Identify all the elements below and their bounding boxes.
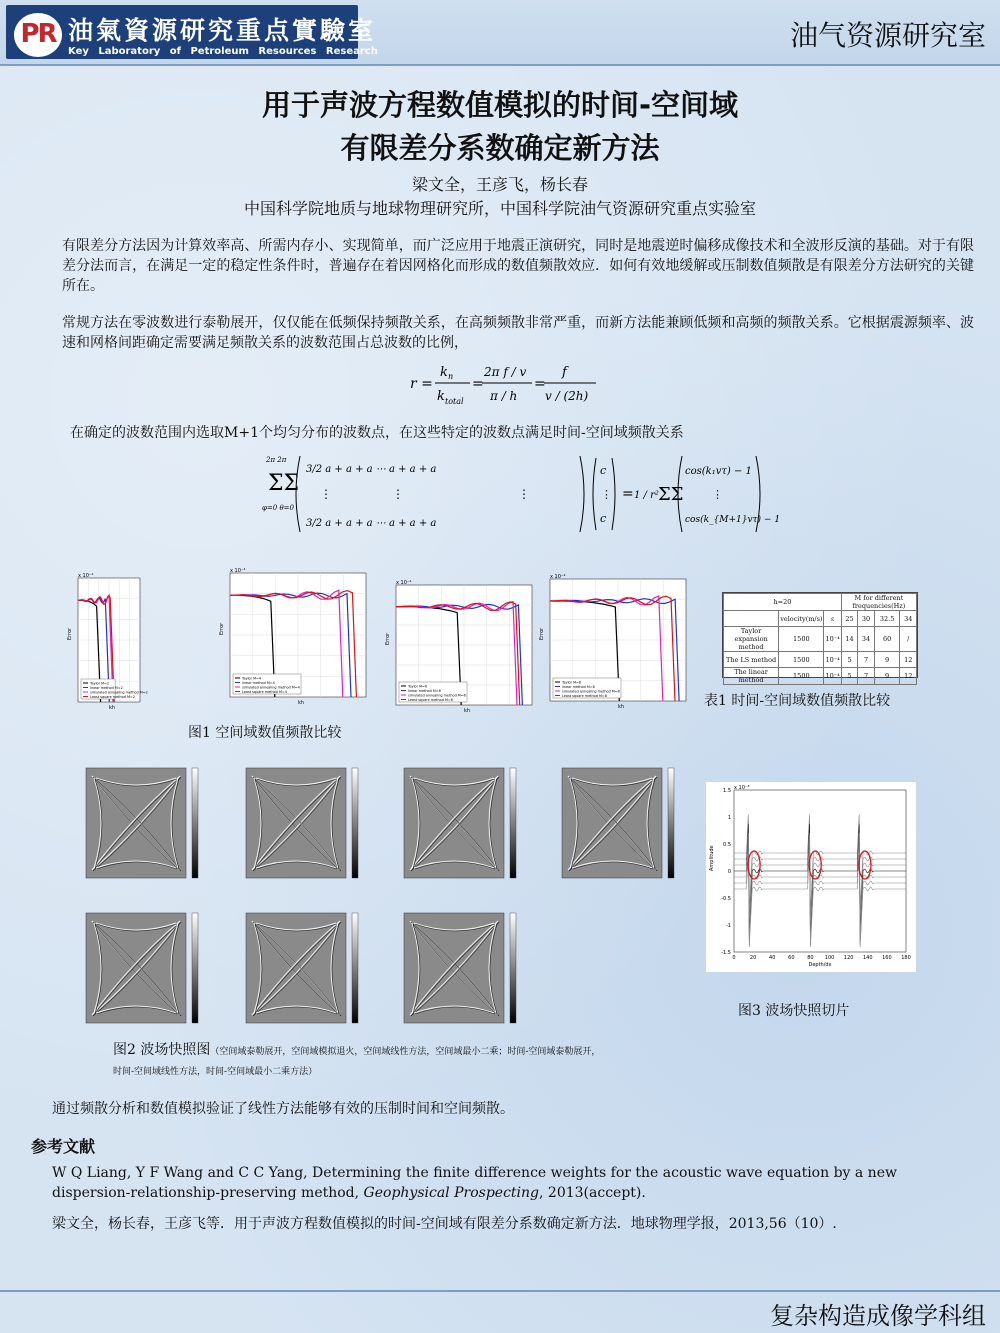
svg-text:⋮: ⋮ [518, 487, 530, 501]
eq2-rhs-coef: 1 / r² [634, 490, 659, 501]
legend-entry: Least square method M=8 [562, 694, 607, 698]
legend-entry: Least square method M=4 [242, 690, 287, 694]
table1 [722, 592, 918, 684]
snapshot-panel-3 [378, 762, 528, 892]
panel-xlabel: kh [109, 705, 116, 711]
figure1-dispersion-plots [66, 565, 686, 715]
svg-text:=: = [622, 486, 634, 502]
reference-1-text: W Q Liang, Y F Wang and C C Yang, Determining the finite difference weights for the acoustic wave equation by a new dispersion-relationship-preserving method, [52, 1165, 897, 1201]
legend-entry: Least square method M=2 [90, 695, 135, 699]
svg-text:=: = [534, 376, 546, 392]
panel-exponent-label: x 10⁻⁴ [230, 568, 246, 574]
legend-entry: Taylor M=4 [242, 676, 262, 681]
table-cell: 10⁻⁴ [824, 652, 841, 668]
eq2-rowM: 3/2 a + a + a ⋯ a + a + a [306, 518, 437, 529]
reference-1-journal: Geophysical Prospecting [363, 1185, 540, 1201]
table-cell: 7 [858, 652, 875, 668]
svg-text:ΣΣ: ΣΣ [268, 471, 300, 496]
slice-xtick: 180 [901, 955, 911, 961]
footer-divider [0, 1290, 1000, 1292]
panel-exponent-label: x 10⁻⁴ [396, 580, 412, 586]
table-cell: Taylor expansion method [724, 627, 779, 652]
eq2-row1: 3/2 a + a + a ⋯ a + a + a [306, 464, 437, 475]
figure1-panel-2 [218, 565, 378, 713]
slice-ytick: 0.5 [723, 842, 731, 848]
method-paragraph: 常规方法在零波数进行泰勒展开，仅仅能在低频保持频散关系，在高频频散非常严重，而新方法能兼顾低频和高频的频散关系。它根据震源频率、波速和网格间距确定需要满足频散关系的波数范围占总波数的比例， [62, 315, 974, 351]
eq1-num1: k [440, 365, 448, 380]
table-cell: 14 [841, 627, 858, 652]
table-cell: 1500 [779, 627, 824, 652]
figure1-caption: 图1 空间域数值频散比较 [188, 725, 342, 741]
slice-xtick: 140 [863, 955, 873, 961]
snapshot-panel-4 [536, 762, 686, 892]
wavenumber-paragraph: 在确定的波数范围内选取M+1个均匀分布的波数点，在这些特定的波数点满足时间-空间域频散关系 [70, 425, 684, 441]
legend-entry: Taylor M=8 [562, 680, 582, 685]
table-header-right: M for different frequencies(Hz) [841, 594, 916, 611]
eq1-den1: k [437, 389, 445, 404]
eq1-num2: 2π f / v [484, 365, 527, 379]
table-cell: 34 [858, 627, 875, 652]
svg-text:⋮: ⋮ [601, 488, 612, 501]
table-cell: 10⁻⁴ [824, 668, 841, 685]
group-name: 复杂构造成像学科组 [770, 1302, 986, 1330]
table-row [724, 668, 917, 685]
eq2-sum-top: 2π 2π [266, 456, 287, 464]
slice-ylabel: Amplitude [709, 845, 715, 871]
figure3-slice-plot [706, 782, 916, 972]
figure1-panel-4 [538, 571, 698, 717]
figure1-panel-1 [66, 570, 152, 718]
slice-ytick: -1 [726, 923, 731, 929]
table-cell: 1500 [779, 668, 824, 685]
header-divider [0, 64, 1000, 66]
table-subheader-cell: velocity(m/s) [779, 611, 824, 627]
panel-exponent-label: x 10⁻⁴ [550, 574, 566, 580]
snapshot-panel-2 [220, 762, 370, 892]
panel-ylabel: Error [385, 632, 391, 645]
panel-ylabel: Error [67, 627, 73, 640]
authors: 梁文全，王彦飞，杨长春 [411, 175, 588, 194]
svg-text:ΣΣ: ΣΣ [658, 484, 684, 505]
intro-paragraph: 有限差分方法因为计算效率高、所需内存小、实现简单，而广泛应用于地震正演研究，同时是地震逆时偏移成像技术和全波形反演的基础。对于有限差分法而言，在满足一定的稳定性条件时，普遍存在着因网格化而形成的数值频散效应．如何有效地缓解或压制数值频散是有限差分方法研究的关键所在。 [62, 238, 974, 294]
eq1-den1-sub: total [445, 397, 464, 406]
legend-entry: simulated annealing method M=4 [242, 685, 300, 690]
eq1-den2: π / h [490, 389, 518, 403]
table-cell: 10⁻⁴ [824, 627, 841, 652]
poster-title-line1: 用于声波方程数值模拟的时间-空间域 [261, 88, 739, 122]
table-cell: 9 [874, 652, 900, 668]
affiliation: 中国科学院地质与地球物理研究所，中国科学院油气资源研究重点实验室 [243, 199, 756, 218]
table-cell: 1500 [779, 652, 824, 668]
eq1-num1-sub: n [448, 372, 454, 381]
snapshot-panel-5 [60, 907, 210, 1037]
colorbar [352, 913, 358, 1023]
colorbar [510, 768, 516, 878]
legend-entry: Taylor M=6 [408, 684, 428, 689]
eq2-rhsM: cos(k_{M+1}vτ) − 1 [685, 515, 781, 525]
dispersion-table [723, 593, 917, 685]
panel-xlabel: kh [618, 704, 625, 710]
panel-exponent-label: x 10⁻⁴ [78, 573, 94, 579]
svg-text:⋮: ⋮ [712, 488, 723, 501]
eq1-den3: v / (2h) [545, 389, 589, 403]
slice-ytick: 1 [727, 815, 731, 821]
poster-title-line2: 有限差分系数确定新方法 [340, 131, 660, 165]
figure1-panel-3 [384, 577, 544, 721]
slice-xlabel: Depth/dx [808, 962, 832, 968]
table-row [724, 652, 917, 668]
slice-exponent-label: x 10⁻³ [734, 785, 750, 791]
lab-name: 油气资源研究室 [789, 19, 986, 52]
reference-1-year: , 2013(accept). [539, 1185, 646, 1201]
panel-ylabel: Error [219, 622, 225, 635]
legend-entry: linear method M=4 [242, 681, 275, 685]
table-cell: / [900, 627, 917, 652]
figure2-snapshots [60, 762, 680, 1032]
colorbar [192, 768, 198, 878]
table-subheader-cell: ε [824, 611, 841, 627]
figure2-caption [113, 1041, 603, 1081]
reference-2: 梁文全，杨长春，王彦飞等．用于声波方程数值模拟的时间-空间域有限差分系数确定新方法．地球物理学报，2013,56（10）. [52, 1216, 837, 1232]
colorbar [668, 768, 674, 878]
legend-entry: linear method M=8 [562, 685, 595, 689]
svg-text:=: = [472, 376, 484, 392]
legend-entry: linear method M=2 [90, 686, 123, 690]
slice-xtick: 80 [807, 955, 814, 961]
snapshot-panel-7 [378, 907, 528, 1037]
legend-entry: Taylor M=2 [90, 681, 110, 686]
figure2-caption-main: 图2 波场快照图 [113, 1042, 211, 1058]
lab-logo [6, 5, 378, 59]
ratio-equation [410, 358, 600, 410]
table-cell: The linear method [724, 668, 779, 685]
panel-xlabel: kh [464, 708, 471, 714]
table-subheader-cell: 25 [841, 611, 858, 627]
table-cell: 12 [900, 668, 917, 685]
logo-english-name: Key Laboratory of Petroleum Resources Research [68, 46, 378, 57]
table-subheader-cell: 30 [858, 611, 875, 627]
references-heading: 参考文献 [31, 1137, 96, 1156]
snapshot-panel-1 [60, 762, 210, 892]
svg-text:⋮: ⋮ [392, 487, 404, 501]
table-cell: 5 [841, 652, 858, 668]
slice-ytick: 0 [727, 869, 731, 875]
table-cell: 7 [858, 668, 875, 685]
slice-xtick: 0 [732, 955, 736, 961]
svg-text:⋮: ⋮ [320, 487, 332, 501]
colorbar [510, 913, 516, 1023]
slice-xtick: 100 [824, 955, 835, 961]
table-subheader-cell: 32.5 [874, 611, 900, 627]
slice-ytick: 1.5 [723, 788, 731, 794]
figure2-caption-detail: （空间域泰勒展开，空间域模拟退火，空间域线性方法，空间域最小二乘；时间-空间域泰勒展开，时间-空间域线性方法，时间-空间域最小二乘方法） [113, 1047, 601, 1077]
slice-xtick: 20 [749, 955, 757, 961]
slice-ytick: -0.5 [721, 896, 731, 902]
table-cell: 5 [841, 668, 858, 685]
figure3-caption: 图3 波场快照切片 [738, 1003, 850, 1019]
slice-xtick: 160 [882, 955, 892, 961]
slice-xtick: 40 [769, 955, 776, 961]
dispersion-matrix-equation [262, 450, 781, 538]
reference-1 [52, 1163, 952, 1203]
legend-entry: Least square method M=6 [408, 698, 453, 702]
table-cell: The LS method [724, 652, 779, 668]
eq2-rhs1: cos(k₁vτ) − 1 [685, 466, 752, 477]
snapshot-panel-6 [220, 907, 370, 1037]
table-cell: 60 [874, 627, 900, 652]
table-cell: 9 [874, 668, 900, 685]
logo-chinese-name: 油氣資源研究重点實驗室 [68, 16, 377, 45]
panel-xlabel: kh [298, 700, 305, 706]
colorbar [192, 913, 198, 1023]
slice-xtick: 120 [843, 955, 854, 961]
pr-logo-icon [14, 13, 62, 57]
conclusion: 通过频散分析和数值模拟验证了线性方法能够有效的压制时间和空间频散。 [52, 1101, 514, 1117]
legend-entry: simulated annealing method M=6 [408, 693, 466, 698]
panel-ylabel: Error [539, 627, 545, 640]
pr-badge-text: PR [20, 19, 56, 49]
eq1-lhs: r = [410, 376, 433, 392]
colorbar [352, 768, 358, 878]
table1-caption: 表1 时间-空间域数值频散比较 [704, 693, 891, 709]
eq2-c0: c [600, 464, 607, 477]
eq2-cM: c [600, 512, 607, 525]
slice-xtick: 60 [788, 955, 795, 961]
legend-entry: linear method M=6 [408, 689, 441, 693]
table-subheader-row [724, 611, 917, 627]
table-subheader-cell: 34 [900, 611, 917, 627]
slice-ytick: -1.5 [721, 950, 731, 956]
legend-entry: simulated annealing method M=2 [90, 690, 148, 695]
table-header-left: h=20 [724, 594, 842, 611]
legend-entry: simulated annealing method M=8 [562, 689, 620, 694]
eq1-num3: f [562, 365, 567, 380]
table-row [724, 627, 917, 652]
table-cell: 12 [900, 652, 917, 668]
eq2-sum-sub: φ=0 θ=0 [262, 504, 294, 512]
